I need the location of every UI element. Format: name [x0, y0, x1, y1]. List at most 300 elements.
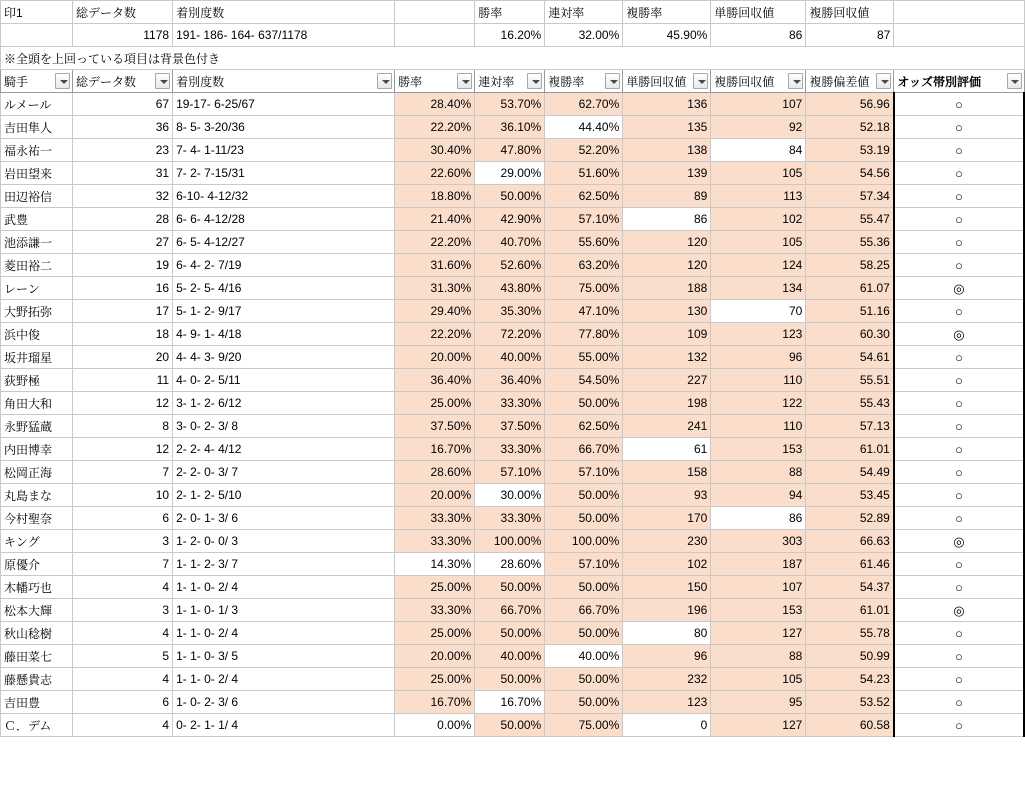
top-header-row	[1, 1, 1025, 24]
cell-win-rate: 20.00%	[395, 484, 475, 507]
cell-total: 17	[73, 300, 173, 323]
summary-blank	[395, 24, 475, 47]
table-row[interactable]	[1, 185, 1025, 208]
table-row[interactable]	[1, 323, 1025, 346]
top-header-blank	[395, 1, 475, 24]
cell-odds-rating: ○	[894, 668, 1024, 691]
cell-win-return: 120	[623, 231, 711, 254]
filter-dropdown-icon-total[interactable]	[155, 73, 170, 89]
cell-win-return: 138	[623, 139, 711, 162]
cell-place-return: 110	[711, 415, 806, 438]
cell-chakubetsu: 6- 4- 2- 7/19	[173, 254, 395, 277]
cell-jockey: 福永祐一	[1, 139, 73, 162]
table-row[interactable]	[1, 208, 1025, 231]
cell-win-return: 80	[623, 622, 711, 645]
cell-win-rate: 28.40%	[395, 93, 475, 116]
cell-jockey: 大野拓弥	[1, 300, 73, 323]
cell-chakubetsu: 1- 1- 0- 2/ 4	[173, 576, 395, 599]
top-header-chakubetsu: 着別度数	[173, 1, 395, 24]
cell-quinella-rate: 57.10%	[475, 461, 545, 484]
filter-dropdown-icon-place-rate[interactable]	[605, 73, 620, 89]
summary-win-return: 86	[711, 24, 806, 47]
cell-win-rate: 31.60%	[395, 254, 475, 277]
filter-dropdown-icon-quinella-rate[interactable]	[527, 73, 542, 89]
cell-chakubetsu: 1- 1- 0- 2/ 4	[173, 622, 395, 645]
cell-place-rate: 62.70%	[545, 93, 623, 116]
cell-place-rate: 57.10%	[545, 208, 623, 231]
cell-total: 18	[73, 323, 173, 346]
cell-win-rate: 22.20%	[395, 116, 475, 139]
cell-total: 23	[73, 139, 173, 162]
table-row[interactable]	[1, 507, 1025, 530]
cell-jockey: 菱田裕二	[1, 254, 73, 277]
cell-total: 7	[73, 461, 173, 484]
table-row[interactable]	[1, 691, 1025, 714]
cell-odds-rating: ○	[894, 300, 1024, 323]
cell-chakubetsu: 4- 0- 2- 5/11	[173, 369, 395, 392]
column-header-win-return[interactable]	[623, 70, 711, 93]
column-header-win-rate-label: 勝率	[398, 74, 423, 89]
cell-place-return: 84	[711, 139, 806, 162]
cell-win-rate: 14.30%	[395, 553, 475, 576]
table-row[interactable]	[1, 599, 1025, 622]
cell-place-return: 110	[711, 369, 806, 392]
cell-deviation: 55.43	[806, 392, 894, 415]
cell-place-rate: 50.00%	[545, 392, 623, 415]
cell-odds-rating: ○	[894, 645, 1024, 668]
cell-deviation: 53.52	[806, 691, 894, 714]
cell-win-rate: 25.00%	[395, 622, 475, 645]
cell-win-return: 86	[623, 208, 711, 231]
cell-place-rate: 100.00%	[545, 530, 623, 553]
cell-odds-rating: ○	[894, 576, 1024, 599]
filter-dropdown-icon-deviation[interactable]	[876, 73, 891, 89]
cell-quinella-rate: 43.80%	[475, 277, 545, 300]
cell-place-rate: 57.10%	[545, 553, 623, 576]
cell-quinella-rate: 40.70%	[475, 231, 545, 254]
cell-deviation: 54.56	[806, 162, 894, 185]
cell-win-return: 93	[623, 484, 711, 507]
cell-quinella-rate: 30.00%	[475, 484, 545, 507]
table-row[interactable]	[1, 93, 1025, 116]
cell-quinella-rate: 29.00%	[475, 162, 545, 185]
table-row[interactable]	[1, 461, 1025, 484]
cell-total: 4	[73, 622, 173, 645]
table-row[interactable]	[1, 530, 1025, 553]
cell-deviation: 54.37	[806, 576, 894, 599]
cell-quinella-rate: 50.00%	[475, 622, 545, 645]
column-header-odds-rating-label: オッズ帯別評価	[897, 74, 982, 89]
cell-place-rate: 44.40%	[545, 116, 623, 139]
column-header-win-rate[interactable]	[395, 70, 475, 93]
cell-quinella-rate: 50.00%	[475, 714, 545, 737]
cell-win-return: 139	[623, 162, 711, 185]
cell-deviation: 61.01	[806, 438, 894, 461]
column-header-place-return[interactable]	[711, 70, 806, 93]
cell-jockey: 藤懸貴志	[1, 668, 73, 691]
cell-place-rate: 77.80%	[545, 323, 623, 346]
table-row[interactable]	[1, 622, 1025, 645]
cell-jockey: 永野猛蔵	[1, 415, 73, 438]
cell-place-rate: 75.00%	[545, 277, 623, 300]
cell-deviation: 57.34	[806, 185, 894, 208]
cell-win-rate: 16.70%	[395, 691, 475, 714]
summary-mark	[1, 24, 73, 47]
cell-win-rate: 22.20%	[395, 323, 475, 346]
cell-odds-rating: ◎	[894, 277, 1024, 300]
cell-chakubetsu: 1- 0- 2- 3/ 6	[173, 691, 395, 714]
table-row[interactable]	[1, 369, 1025, 392]
column-header-jockey-label: 騎手	[4, 74, 29, 89]
table-row[interactable]	[1, 415, 1025, 438]
cell-deviation: 61.07	[806, 277, 894, 300]
summary-row	[1, 24, 1025, 47]
cell-total: 32	[73, 185, 173, 208]
table-row[interactable]	[1, 139, 1025, 162]
cell-chakubetsu: 1- 1- 2- 3/ 7	[173, 553, 395, 576]
column-header-quinella-rate-label: 連対率	[478, 74, 515, 89]
cell-chakubetsu: 8- 5- 3-20/36	[173, 116, 395, 139]
cell-deviation: 55.51	[806, 369, 894, 392]
cell-odds-rating: ○	[894, 484, 1024, 507]
cell-deviation: 66.63	[806, 530, 894, 553]
table-row[interactable]	[1, 231, 1025, 254]
filter-dropdown-icon-win-return[interactable]	[693, 73, 708, 89]
cell-win-return: 241	[623, 415, 711, 438]
cell-deviation: 50.99	[806, 645, 894, 668]
cell-odds-rating: ○	[894, 392, 1024, 415]
cell-place-return: 107	[711, 93, 806, 116]
cell-total: 4	[73, 714, 173, 737]
cell-total: 4	[73, 576, 173, 599]
filter-dropdown-icon-place-return[interactable]	[788, 73, 803, 89]
cell-deviation: 53.19	[806, 139, 894, 162]
summary-tail	[894, 24, 1024, 47]
cell-jockey: 池添謙一	[1, 231, 73, 254]
cell-quinella-rate: 40.00%	[475, 346, 545, 369]
cell-deviation: 52.89	[806, 507, 894, 530]
cell-place-rate: 40.00%	[545, 645, 623, 668]
cell-win-rate: 31.30%	[395, 277, 475, 300]
cell-deviation: 56.96	[806, 93, 894, 116]
cell-total: 7	[73, 553, 173, 576]
cell-chakubetsu: 0- 2- 1- 1/ 4	[173, 714, 395, 737]
cell-win-rate: 16.70%	[395, 438, 475, 461]
cell-chakubetsu: 1- 1- 0- 3/ 5	[173, 645, 395, 668]
cell-deviation: 54.23	[806, 668, 894, 691]
cell-win-rate: 20.00%	[395, 346, 475, 369]
cell-deviation: 61.46	[806, 553, 894, 576]
cell-total: 5	[73, 645, 173, 668]
cell-odds-rating: ◎	[894, 599, 1024, 622]
top-header-place-return: 複勝回収値	[806, 1, 894, 24]
cell-win-rate: 22.60%	[395, 162, 475, 185]
cell-chakubetsu: 3- 1- 2- 6/12	[173, 392, 395, 415]
table-row[interactable]	[1, 714, 1025, 737]
column-header-place-rate[interactable]	[545, 70, 623, 93]
cell-odds-rating: ○	[894, 415, 1024, 438]
cell-jockey: 松岡正海	[1, 461, 73, 484]
cell-jockey: Ｃ．デム	[1, 714, 73, 737]
cell-win-return: 230	[623, 530, 711, 553]
cell-place-rate: 50.00%	[545, 622, 623, 645]
cell-deviation: 55.78	[806, 622, 894, 645]
cell-win-return: 109	[623, 323, 711, 346]
cell-place-rate: 66.70%	[545, 438, 623, 461]
cell-win-rate: 25.00%	[395, 668, 475, 691]
column-header-total[interactable]	[73, 70, 173, 93]
filter-dropdown-icon-odds-rating[interactable]	[1007, 73, 1022, 89]
cell-total: 4	[73, 668, 173, 691]
column-header-odds-rating[interactable]	[894, 70, 1024, 93]
cell-place-return: 105	[711, 162, 806, 185]
table-row[interactable]	[1, 576, 1025, 599]
cell-place-rate: 55.60%	[545, 231, 623, 254]
cell-jockey: 秋山稔樹	[1, 622, 73, 645]
cell-quinella-rate: 50.00%	[475, 185, 545, 208]
cell-deviation: 61.01	[806, 599, 894, 622]
cell-place-rate: 47.10%	[545, 300, 623, 323]
summary-total: 1178	[73, 24, 173, 47]
cell-odds-rating: ○	[894, 507, 1024, 530]
cell-win-return: 158	[623, 461, 711, 484]
cell-win-rate: 21.40%	[395, 208, 475, 231]
table-row[interactable]	[1, 346, 1025, 369]
cell-odds-rating: ○	[894, 438, 1024, 461]
cell-chakubetsu: 4- 9- 1- 4/18	[173, 323, 395, 346]
cell-place-rate: 63.20%	[545, 254, 623, 277]
cell-place-return: 88	[711, 461, 806, 484]
cell-place-return: 153	[711, 438, 806, 461]
cell-win-rate: 36.40%	[395, 369, 475, 392]
top-header-win-return: 単勝回収値	[711, 1, 806, 24]
column-header-jockey[interactable]	[1, 70, 73, 93]
cell-place-return: 105	[711, 231, 806, 254]
cell-deviation: 54.61	[806, 346, 894, 369]
cell-jockey: ルメール	[1, 93, 73, 116]
cell-quinella-rate: 52.60%	[475, 254, 545, 277]
cell-place-return: 153	[711, 599, 806, 622]
cell-win-return: 89	[623, 185, 711, 208]
cell-win-rate: 28.60%	[395, 461, 475, 484]
cell-chakubetsu: 1- 1- 0- 1/ 3	[173, 599, 395, 622]
cell-odds-rating: ○	[894, 461, 1024, 484]
cell-odds-rating: ○	[894, 208, 1024, 231]
table-row[interactable]	[1, 116, 1025, 139]
note-row	[1, 47, 1025, 70]
cell-place-rate: 62.50%	[545, 415, 623, 438]
cell-place-rate: 54.50%	[545, 369, 623, 392]
cell-win-return: 61	[623, 438, 711, 461]
filter-dropdown-icon-win-rate[interactable]	[457, 73, 472, 89]
cell-win-rate: 22.20%	[395, 231, 475, 254]
cell-total: 3	[73, 599, 173, 622]
column-header-quinella-rate[interactable]	[475, 70, 545, 93]
table-row[interactable]	[1, 392, 1025, 415]
cell-jockey: 今村聖奈	[1, 507, 73, 530]
cell-win-return: 130	[623, 300, 711, 323]
cell-odds-rating: ◎	[894, 530, 1024, 553]
cell-jockey: 岩田望来	[1, 162, 73, 185]
top-header-win-rate: 勝率	[475, 1, 545, 24]
cell-place-return: 96	[711, 346, 806, 369]
cell-place-rate: 50.00%	[545, 668, 623, 691]
cell-total: 19	[73, 254, 173, 277]
cell-quinella-rate: 66.70%	[475, 599, 545, 622]
cell-place-return: 102	[711, 208, 806, 231]
cell-quinella-rate: 42.90%	[475, 208, 545, 231]
cell-chakubetsu: 19-17- 6-25/67	[173, 93, 395, 116]
cell-total: 20	[73, 346, 173, 369]
cell-quinella-rate: 28.60%	[475, 553, 545, 576]
cell-place-return: 70	[711, 300, 806, 323]
cell-total: 10	[73, 484, 173, 507]
cell-total: 31	[73, 162, 173, 185]
cell-place-return: 113	[711, 185, 806, 208]
cell-win-rate: 33.30%	[395, 530, 475, 553]
top-header-total: 総データ数	[73, 1, 173, 24]
cell-deviation: 54.49	[806, 461, 894, 484]
cell-place-rate: 50.00%	[545, 484, 623, 507]
cell-jockey: 内田博幸	[1, 438, 73, 461]
cell-win-return: 0	[623, 714, 711, 737]
cell-place-return: 94	[711, 484, 806, 507]
table-row[interactable]	[1, 438, 1025, 461]
cell-odds-rating: ○	[894, 116, 1024, 139]
cell-jockey: 角田大和	[1, 392, 73, 415]
cell-place-return: 124	[711, 254, 806, 277]
cell-deviation: 55.36	[806, 231, 894, 254]
cell-quinella-rate: 47.80%	[475, 139, 545, 162]
cell-chakubetsu: 2- 2- 4- 4/12	[173, 438, 395, 461]
cell-place-return: 122	[711, 392, 806, 415]
cell-odds-rating: ○	[894, 714, 1024, 737]
cell-total: 8	[73, 415, 173, 438]
table-row[interactable]	[1, 300, 1025, 323]
table-row[interactable]	[1, 484, 1025, 507]
cell-win-rate: 29.40%	[395, 300, 475, 323]
cell-jockey: 武豊	[1, 208, 73, 231]
cell-quinella-rate: 50.00%	[475, 668, 545, 691]
cell-deviation: 60.30	[806, 323, 894, 346]
cell-odds-rating: ○	[894, 93, 1024, 116]
cell-win-return: 196	[623, 599, 711, 622]
table-row[interactable]	[1, 553, 1025, 576]
cell-jockey: キング	[1, 530, 73, 553]
top-header-quinella-rate: 連対率	[545, 1, 623, 24]
cell-quinella-rate: 33.30%	[475, 507, 545, 530]
table-row[interactable]	[1, 162, 1025, 185]
column-header-chakubetsu[interactable]	[173, 70, 395, 93]
note-text: ※全頭を上回っている項目は背景色付き	[1, 47, 1025, 70]
cell-win-rate: 25.00%	[395, 576, 475, 599]
cell-place-rate: 50.00%	[545, 507, 623, 530]
cell-place-return: 86	[711, 507, 806, 530]
cell-odds-rating: ○	[894, 553, 1024, 576]
cell-total: 16	[73, 277, 173, 300]
table-row[interactable]	[1, 277, 1025, 300]
cell-deviation: 58.25	[806, 254, 894, 277]
cell-win-return: 132	[623, 346, 711, 369]
cell-place-return: 88	[711, 645, 806, 668]
summary-place-rate: 45.90%	[623, 24, 711, 47]
cell-jockey: 丸島まな	[1, 484, 73, 507]
cell-place-rate: 52.20%	[545, 139, 623, 162]
column-header-deviation[interactable]	[806, 70, 894, 93]
cell-place-return: 127	[711, 622, 806, 645]
cell-chakubetsu: 1- 1- 0- 2/ 4	[173, 668, 395, 691]
cell-jockey: 松本大輝	[1, 599, 73, 622]
cell-deviation: 55.47	[806, 208, 894, 231]
cell-place-return: 105	[711, 668, 806, 691]
cell-deviation: 57.13	[806, 415, 894, 438]
cell-odds-rating: ◎	[894, 323, 1024, 346]
cell-place-rate: 75.00%	[545, 714, 623, 737]
cell-jockey: 吉田豊	[1, 691, 73, 714]
filter-dropdown-icon-jockey[interactable]	[55, 73, 70, 89]
cell-chakubetsu: 6- 5- 4-12/27	[173, 231, 395, 254]
table-row[interactable]	[1, 668, 1025, 691]
cell-jockey: 藤田菜七	[1, 645, 73, 668]
cell-odds-rating: ○	[894, 691, 1024, 714]
top-header-mark: 印1	[1, 1, 73, 24]
cell-place-rate: 55.00%	[545, 346, 623, 369]
cell-quinella-rate: 36.40%	[475, 369, 545, 392]
summary-chakubetsu: 191- 186- 164- 637/1178	[173, 24, 395, 47]
column-header-deviation-label: 複勝偏差値	[809, 74, 870, 89]
cell-win-rate: 20.00%	[395, 645, 475, 668]
cell-win-rate: 33.30%	[395, 507, 475, 530]
cell-total: 12	[73, 392, 173, 415]
cell-win-return: 102	[623, 553, 711, 576]
cell-odds-rating: ○	[894, 369, 1024, 392]
cell-win-return: 96	[623, 645, 711, 668]
cell-win-rate: 0.00%	[395, 714, 475, 737]
filter-dropdown-icon-chakubetsu[interactable]	[377, 73, 392, 89]
cell-total: 12	[73, 438, 173, 461]
table-row[interactable]	[1, 254, 1025, 277]
cell-win-return: 170	[623, 507, 711, 530]
cell-total: 11	[73, 369, 173, 392]
cell-chakubetsu: 2- 1- 2- 5/10	[173, 484, 395, 507]
cell-win-return: 188	[623, 277, 711, 300]
cell-place-return: 92	[711, 116, 806, 139]
cell-quinella-rate: 37.50%	[475, 415, 545, 438]
cell-win-rate: 37.50%	[395, 415, 475, 438]
cell-odds-rating: ○	[894, 139, 1024, 162]
cell-quinella-rate: 40.00%	[475, 645, 545, 668]
cell-total: 28	[73, 208, 173, 231]
cell-deviation: 52.18	[806, 116, 894, 139]
cell-quinella-rate: 53.70%	[475, 93, 545, 116]
table-row[interactable]	[1, 645, 1025, 668]
cell-place-rate: 50.00%	[545, 576, 623, 599]
cell-win-return: 136	[623, 93, 711, 116]
cell-place-return: 123	[711, 323, 806, 346]
cell-deviation: 53.45	[806, 484, 894, 507]
cell-place-return: 134	[711, 277, 806, 300]
cell-odds-rating: ○	[894, 231, 1024, 254]
cell-place-rate: 62.50%	[545, 185, 623, 208]
column-header-place-rate-label: 複勝率	[548, 74, 585, 89]
top-header-place-rate: 複勝率	[623, 1, 711, 24]
cell-chakubetsu: 4- 4- 3- 9/20	[173, 346, 395, 369]
cell-win-return: 150	[623, 576, 711, 599]
cell-chakubetsu: 7- 2- 7-15/31	[173, 162, 395, 185]
cell-chakubetsu: 3- 0- 2- 3/ 8	[173, 415, 395, 438]
cell-total: 27	[73, 231, 173, 254]
cell-win-rate: 25.00%	[395, 392, 475, 415]
